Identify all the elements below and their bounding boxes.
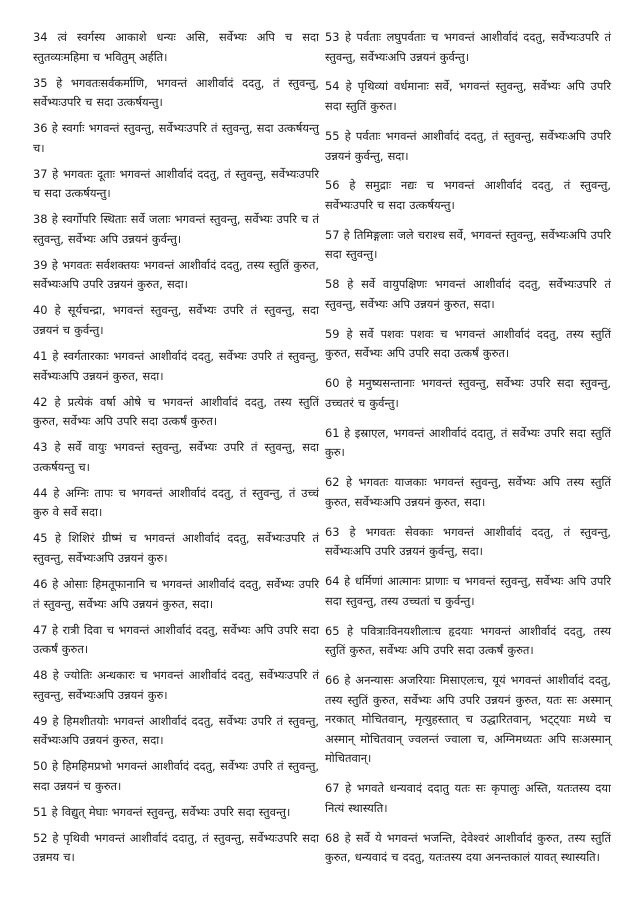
verse-40: 40 हे सूर्यचन्द्रा, भगवन्तं स्तुवन्तु, सर्वेभ्यः उपरि तं स्तुवन्तु, सदा उन्नयनं च कुर्वन्तु। [33,303,319,338]
verse-66: 66 हे अनन्यासः अजरियाः मिसाएलःच, यूयं भगवन्तं आशीर्वादं ददतु, तस्य स्तुतिं कुरुत, सर्वेभ्यः अपि उपरि उन्नयनं कुरुत, यतः सः अस्मान् नरकात् मोचितवान्, मृत्युहस्तात् च उद्धारितवान्, भट्ट्याः मध्ये च अस्मान् मोचितवान् ज्वलन्तं ज्वाला च, अग्निमध्यतः अपि सःअस्मान् मोचितवान्। [325,673,611,766]
verse-60: 60 हे मनुष्यसन्तानाः भगवन्तं स्तुवन्तु, सर्वेभ्यः उपरि सदा स्तुवन्तु, उच्चतरं च कुर्वन्तु। [325,376,611,410]
verse-59: 59 हे सर्वे पशवः पशवः च भगवन्तं आशीर्वादं ददतु, तस्य स्तुतिं कुरुत, सर्वेभ्यः अपि उपरि सदा उत्कर्षं कुरुत। [325,326,611,361]
verse-65: 65 हे पवित्राःविनयशीलाःच हृदयाः भगवन्तं आशीर्वादं ददतु, तस्य स्तुतिं कुरुत, सर्वेभ्यः अपि उपरि सदा उत्कर्षं कुरुत। [325,623,611,658]
verse-48: 48 हे ज्योतिः अन्धकारः च भगवन्तं आशीर्वादं ददतु, सर्वेभ्यःउपरि तं स्तुवन्तु, सर्वेभ्यःअपि उन्नयनं कुरु। [33,668,319,702]
verse-45: 45 हे शिशिरं ग्रीष्मं च भगवन्तं आशीर्वादं ददतु, सर्वेभ्यःउपरि तं स्तुवन्तु, सर्वेभ्यःअपि उन्नयनं कुरु। [33,531,319,565]
verse-46: 46 हे ओसाः हिमतूफानानि च भगवन्तं आशीर्वादं ददतु, सर्वेभ्यः उपरि तं स्तुवन्तु, सर्वेभ्यः अपि उन्नयनं कुरुत, सदा। [33,576,319,611]
verse-64: 64 हे धर्मिणां आत्मानः प्राणाः च भगवन्तं स्तुवन्तु, सर्वेभ्यः अपि उपरि सदा स्तुवन्तु, तस्य उच्चतां च कुर्वन्तु। [325,574,611,608]
verse-53: 53 हे पर्वताः लघुपर्वताः च भगवन्तं आशीर्वादं ददतु, सर्वेभ्यःउपरि तं स्तुवन्तु, सर्वेभ्यःअपि उन्नयनं कुर्वन्तु। [325,30,611,64]
verse-43: 43 हे सर्वे वायुः भगवन्तं स्तुवन्तु, सर्वेभ्यः उपरि तं स्तुवन्तु, सदा उत्कर्षयन्तु च। [33,440,319,474]
verse-42: 42 हे प्रत्येकं वर्षा ओषे च भगवन्तं आशीर्वादं ददतु, तस्य स्तुतिं कुरुत, सर्वेभ्यः अपि उपरि सदा उत्कर्षं कुरुत। [33,394,319,429]
verse-34: 34 त्वं स्वर्गस्य आकाशे धन्यः असि, सर्वेभ्यः अपि च सदा स्तुतव्यःमहिमा च भवितुम् अर्हति। [33,30,319,64]
verse-36: 36 हे स्वर्गाः भगवन्तं स्तुवन्तु, सर्वेभ्यःउपरि तं स्तुवन्तु, सदा उत्कर्षयन्तु च। [33,121,319,155]
verse-35: 35 हे भगवतःसर्वकर्माणि, भगवन्तं आशीर्वादं ददतु, तं स्तुवन्तु, सर्वेभ्यःउपरि च सदा उत्कर्षयन्तु। [33,75,319,110]
verse-55: 55 हे पर्वताः भगवन्तं आशीर्वादं ददतु, तं स्तुवन्तु, सर्वेभ्यःअपि उपरि उन्नयनं कुर्वन्तु, सदा। [325,128,611,163]
verse-67: 67 हे भगवते धन्यवादं ददातु यतः सः कृपालुः अस्ति, यतःतस्य दया नित्यं स्थास्यति। [325,781,611,815]
verse-38: 38 हे स्वर्गोपरि स्थिताः सर्वे जलाः भगवन्तं स्तुवन्तु, सर्वेभ्यः उपरि च तं स्तुवन्तु, सर्वेभ्यः अपि उन्नयनं कुर्वन्तु। [33,212,319,246]
verse-44: 44 हे अग्निः तापः च भगवन्तं आशीर्वादं ददतु, तं स्तुवन्तु, तं उच्चं कुरु वे सर्वे सदा। [33,485,319,520]
verse-52: 52 हे पृथिवी भगवन्तं आशीर्वादं ददातु, तं स्तुवन्तु, सर्वेभ्यःउपरि सदा उन्नमय च। [33,830,319,865]
verse-37: 37 हे भगवतः दूताः भगवन्तं आशीर्वादं ददतु, तं स्तुवन्तु, सर्वेभ्यःउपरि च सदा उत्कर्षयन्तु। [33,166,319,201]
verse-39: 39 हे भगवतः सर्वशक्तयः भगवन्तं आशीर्वादं ददतु, तस्य स्तुतिं कुरुत, सर्वेभ्यःअपि उपरि उन्नयनं कुरुत, सदा। [33,257,319,292]
verse-61: 61 हे इस्राएल, भगवन्तं आशीर्वादं ददातु, तं सर्वेभ्यः उपरि सदा स्तुतिं कुरु। [325,425,611,460]
verse-50: 50 हे हिमहिमप्रभो भगवन्तं आशीर्वादं ददतु, सर्वेभ्यः उपरि तं स्तुवन्तु, सदा उन्नयनं च कुरुत। [33,759,319,793]
verse-57: 57 हे तिमिङ्गलाः जले चराश्च सर्वे, भगवन्तं स्तुवन्तु, सर्वेभ्यःअपि उपरि सदा स्तुवन्तु। [325,227,611,262]
verse-58: 58 हे सर्वे वायुपक्षिणः भगवन्तं आशीर्वादं ददतु, सर्वेभ्यःउपरि तं स्तुवन्तु, सर्वेभ्यः अपि उन्नयनं कुरुत, सदा। [325,277,611,311]
verse-56: 56 हे समुद्राः नद्यः च भगवन्तं आशीर्वादं ददतु, तं स्तुवन्तु, सर्वेभ्यःउपरि च सदा उत्कर्षयन्तु। [325,178,611,212]
verse-49: 49 हे हिमशीतयोः भगवन्तं आशीर्वादं ददतु, सर्वेभ्यः उपरि तं स्तुवन्तु, सर्वेभ्यःअपि उन्नयनं कुरुत, सदा। [33,713,319,748]
verse-51: 51 हे विद्युत् मेघाः भगवन्तं स्तुवन्तु, सर्वेभ्यः उपरि सदा स्तुवन्तु। [33,804,291,819]
verse-63: 63 हे भगवतः सेवकाः भगवन्तं आशीर्वादं ददतु, तं स्तुवन्तु, सर्वेभ्यःअपि उपरि उन्नयनं कुर्वन्तु, सदा। [325,524,611,559]
verse-41: 41 हे स्वर्गतारकाः भगवन्तं आशीर्वादं ददतु, सर्वेभ्यः उपरि तं स्तुवन्तु, सर्वेभ्यःअपि उन्नयनं कुरुत, सदा। [33,349,319,383]
verse-54: 54 हे पृथिव्यां वर्धमानाः सर्वे, भगवन्तं स्तुवन्तु, सर्वेभ्यः अपि उपरि सदा स्तुतिं कुरुत। [325,79,611,114]
left-column [33,28,319,868]
verse-47: 47 हे रात्री दिवा च भगवन्तं आशीर्वादं ददतु, सर्वेभ्यः अपि उपरि सदा उत्कर्षं कुरुत। [33,622,319,657]
document-page [33,28,611,868]
verse-62: 62 हे भगवतः याजकाः भगवन्तं स्तुवन्तु, सर्वेभ्यः अपि तस्य स्तुतिं कुरुत, सर्वेभ्यःअपि उन्नयनं कुरुत, सदा। [325,475,611,509]
verse-68: 68 हे सर्वे ये भगवन्तं भजन्ति, देवेश्वरं आशीर्वादं कुरुत, तस्य स्तुतिं कुरुत, धन्यवादं च ददतु, यतःतस्य दया अनन्तकालं यावत् स्थास्यति। [325,830,611,865]
right-column [325,28,611,868]
